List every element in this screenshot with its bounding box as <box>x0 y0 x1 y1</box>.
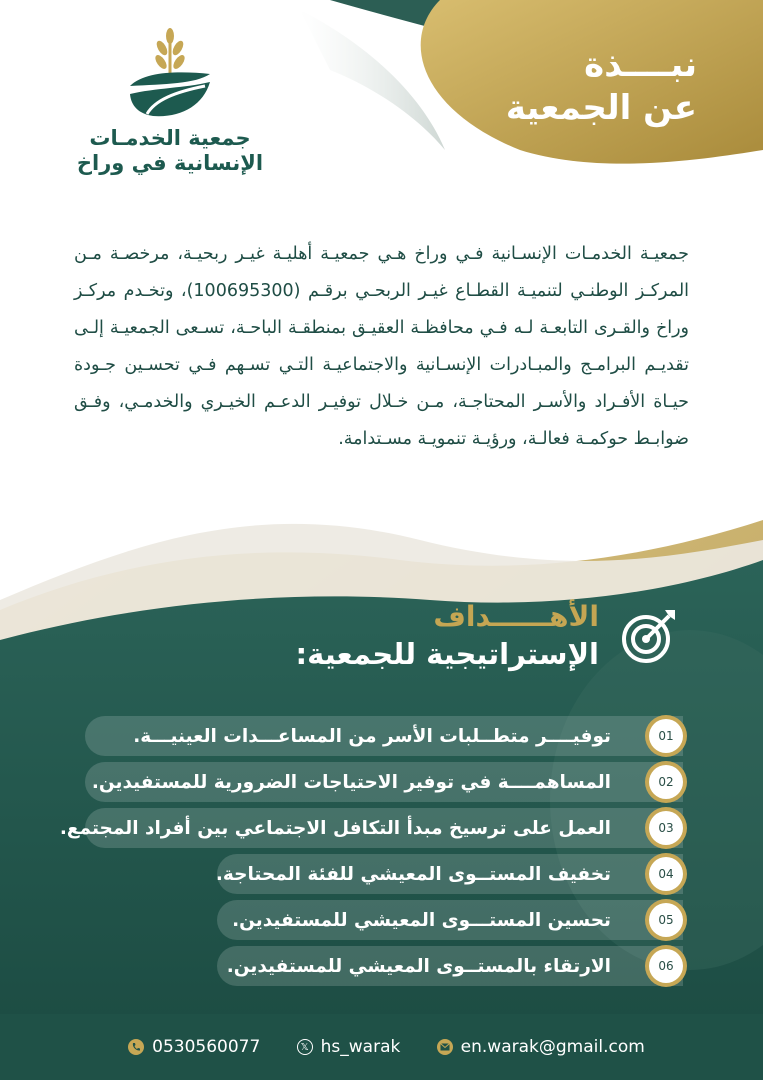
goals-title-line1: الأهــــــداف <box>433 600 599 633</box>
goal-text: تحسين المستـــوى المعيشي للمستفيدين. <box>232 909 611 931</box>
x-contact[interactable] <box>297 1037 401 1057</box>
goal-number: 01 <box>649 719 683 753</box>
contact-footer <box>0 1014 763 1080</box>
x-logo-icon: 𝕏 <box>297 1039 313 1055</box>
x-handle: hs_warak <box>320 1037 401 1057</box>
org-name-line1: جمعية الخدمـات <box>89 126 251 150</box>
goal-text: المساهمــــة في توفير الاحتياجات الضرورية للمستفيدين. <box>91 771 611 793</box>
about-title-line1: نبــــذة <box>584 45 697 85</box>
goal-number: 04 <box>649 857 683 891</box>
phone-icon <box>128 1039 144 1055</box>
target-icon <box>613 602 683 672</box>
email-contact[interactable] <box>437 1037 645 1057</box>
goal-item <box>217 900 683 940</box>
goal-item <box>217 854 683 894</box>
about-title-line2: عن الجمعية <box>505 88 697 128</box>
goal-item <box>217 946 683 986</box>
email-icon <box>437 1039 453 1055</box>
phone-contact[interactable] <box>128 1037 260 1057</box>
goal-item <box>85 762 683 802</box>
goal-text: تخفيف المستــوى المعيشي للفئة المحتاجة. <box>215 863 611 885</box>
goal-text: الارتقاء بالمستــوى المعيشي للمستفيدين. <box>226 955 611 977</box>
goal-item <box>85 716 683 756</box>
goal-item <box>59 808 683 848</box>
goal-number-badge <box>645 853 687 895</box>
about-paragraph: جمعيـة الخدمـات الإنسـانية فـي وراخ هـي جمعيـة أهليـة غيـر ربحيـة، مرخصـة مـن المركـز الوطنـي لتنميـة القطـاع غيـر الربحـي برقـم (100695300)، وتخـدم مركـز وراخ والقـرى التابعـة لـه فـي محافظـة العقيـق بمنطقـة الباحـة، تسـعى الجمعيـة إلـى تقديـم البرامـج والمبـادرات الإنسـانية والاجتماعيـة التـي تسـهم فـي تحسـين جـودة حيـاة الأفـراد والأسـر المحتاجـة، مـن خـلال توفيـر الدعـم الخيـري والخدمـي، وفـق ضوابـط حوكمـة فعالـة، ورؤيـة تنمويـة مسـتدامة. <box>74 244 690 449</box>
goals-header <box>296 600 683 674</box>
org-name-line2: الإنسانية في وراخ <box>76 151 264 175</box>
wheat-leaf-logo-icon <box>125 26 215 118</box>
goal-number: 03 <box>649 811 683 845</box>
goal-number-badge <box>645 899 687 941</box>
goal-number: 02 <box>649 765 683 799</box>
goal-number: 05 <box>649 903 683 937</box>
goal-number-badge <box>645 761 687 803</box>
goal-number-badge <box>645 807 687 849</box>
goal-text: توفيــــر متطــلبات الأسر من المساعـــدات العينيـــة. <box>133 725 611 747</box>
phone-number: 0530560077 <box>152 1037 261 1057</box>
goal-text: العمل على ترسيخ مبدأ التكافل الاجتماعي بين أفراد المجتمع. <box>59 817 611 839</box>
goals-title-line2: الإستراتيجية للجمعية: <box>295 637 599 671</box>
email-address: en.warak@gmail.com <box>460 1037 645 1057</box>
goal-number: 06 <box>649 949 683 983</box>
org-logo <box>70 26 270 176</box>
goal-number-badge <box>645 715 687 757</box>
goal-number-badge <box>645 945 687 987</box>
about-title <box>397 44 697 130</box>
